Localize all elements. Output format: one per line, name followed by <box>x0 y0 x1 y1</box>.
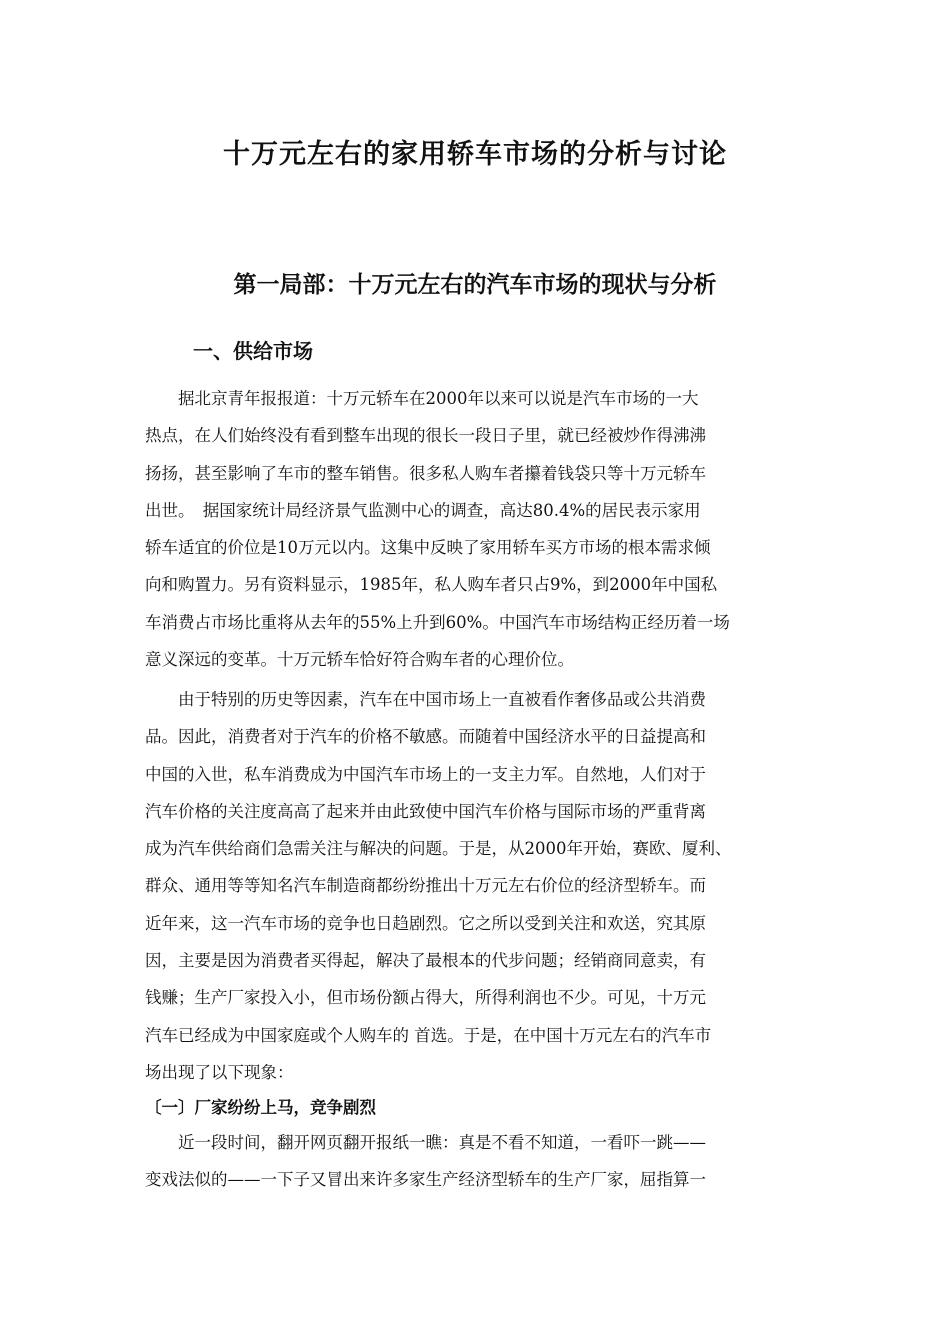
paragraph-line: 成为汽车供给商们急需关注与解决的问题。于是，从2000年开始，赛欧、厦利、 <box>145 839 732 859</box>
paragraph-line: 近年来，这一汽车市场的竞争也日趋剧烈。它之所以受到关注和欢送，究其原 <box>145 913 706 933</box>
paragraph-line: 变戏法似的——一下子又冒出来许多家生产经济型轿车的生产厂家，屈指算一 <box>145 1170 706 1190</box>
paragraph-line: 出世。 据国家统计局经济景气监测中心的调查，高达80.4%的居民表示家用 <box>145 500 701 520</box>
document-title: 十万元左右的家用轿车市场的分析与讨论 <box>223 139 727 170</box>
paragraph-line: 近一段时间，翻开网页翻开报纸一瞧：真是不看不知道，一看吓一跳—— <box>145 1133 706 1152</box>
paragraph-line: 由于特别的历史等因素，汽车在中国市场上一直被看作奢侈品或公共消费 <box>145 690 706 709</box>
paragraph-line: 车消费占市场比重将从去年的55%上升到60%。中国汽车市场结构正经历着一场 <box>145 612 730 632</box>
paragraph-line: 场出现了以下现象： <box>145 1062 294 1082</box>
paragraph-line: 汽车价格的关注度高高了起来并由此致使中国汽车价格与国际市场的严重背离 <box>145 801 706 821</box>
paragraph-line: 因，主要是因为消费者买得起，解决了最根本的代步问题；经销商同意卖，有 <box>145 951 706 971</box>
paragraph-line: 钱赚；生产厂家投入小，但市场份额占得大，所得利润也不少。可见，十万元 <box>145 988 706 1008</box>
paragraph-line: 汽车已经成为中国家庭或个人购车的 首选。于是，在中国十万元左右的汽车市 <box>145 1025 712 1045</box>
paragraph-line: 意义深远的变革。十万元轿车恰好符合购车者的心理价位。 <box>145 650 574 670</box>
paragraph-line: 中国的入世，私车消费成为中国汽车市场上的一支主力军。自然地，人们对于 <box>145 764 706 784</box>
section-heading: 一、供给市场 <box>193 339 313 363</box>
paragraph-line: 向和购置力。另有资料显示，1985年，私人购车者只占9%，到2000年中国私 <box>145 575 718 595</box>
paragraph-line: 扬扬，甚至影响了车市的整车销售。很多私人购车者攥着钱袋只等十万元轿车 <box>145 463 706 483</box>
paragraph-line: 品。因此，消费者对于汽车的价格不敏感。而随着中国经济水平的日益提高和 <box>145 727 706 747</box>
paragraph-line: 据北京青年报报道：十万元轿车在2000年以来可以说是汽车市场的一大 <box>145 389 699 408</box>
paragraph-line: 热点，在人们始终没有看到整车出现的很长一段日子里，就已经被炒作得沸沸 <box>145 426 706 446</box>
paragraph-line: 群众、通用等等知名汽车制造商都纷纷推出十万元左右价位的经济型轿车。而 <box>145 876 706 896</box>
subsection-heading: 〔一〕厂家纷纷上马，竞争剧烈 <box>145 1098 376 1117</box>
paragraph-line: 轿车适宜的价位是10万元以内。这集中反映了家用轿车买方市场的根本需求倾 <box>145 538 711 558</box>
paragraph-1 <box>145 380 815 678</box>
paragraph-3 <box>145 1124 815 1199</box>
paragraph-2 <box>145 681 815 1091</box>
part-heading: 第一局部：十万元左右的汽车市场的现状与分析 <box>233 272 717 298</box>
